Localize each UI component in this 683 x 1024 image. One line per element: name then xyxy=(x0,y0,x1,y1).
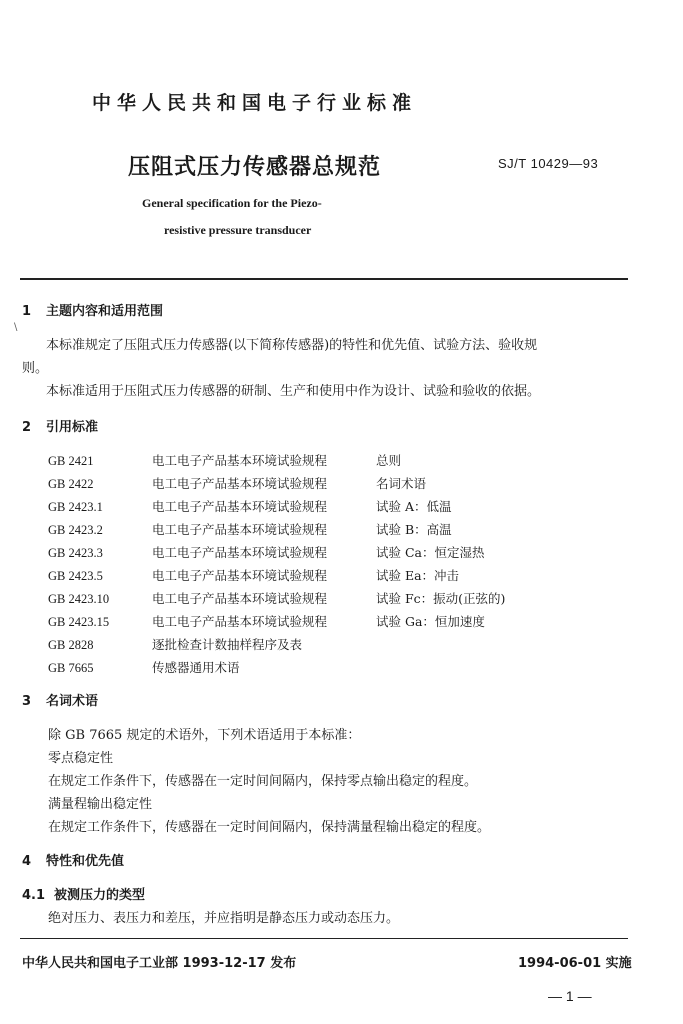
section-1-heading: 1 主题内容和适用范围 xyxy=(22,304,164,319)
english-title-line-1: General specification for the Piezo- xyxy=(142,196,322,210)
document-title: 压阻式压力传感器总规范 xyxy=(128,154,382,180)
section-1-paragraph-2: 本标准适用于压阻式压力传感器的研制、生产和使用中作为设计、试验和验收的依据。 xyxy=(46,384,541,399)
scan-mark: \ xyxy=(14,322,18,333)
section-1-paragraph-1-line-1: 本标准规定了压阻式压力传感器(以下简称传感器)的特性和优先值、试验方法、验收规 xyxy=(46,338,538,353)
effective-date: 1994-06-01 实施 xyxy=(518,956,632,971)
reference-item: GB 2828 逐批检查计数抽样程序及表 xyxy=(48,637,303,652)
footer-divider xyxy=(20,938,628,939)
section-3-intro: 除 GB 7665 规定的术语外，下列术语适用于本标准： xyxy=(48,728,361,743)
section-2-heading: 2 引用标准 xyxy=(22,420,99,435)
standard-number: SJ/T 10429—93 xyxy=(498,156,599,171)
reference-item: GB 2423.3 电工电子产品基本环境试验规程 试验 Ca：恒定湿热 xyxy=(48,545,485,560)
section-4-heading: 4 特性和优先值 xyxy=(22,854,125,869)
page-number: — 1 — xyxy=(548,988,592,1004)
reference-item: GB 2421 电工电子产品基本环境试验规程 总则 xyxy=(48,453,402,468)
term-full-scale-stability: 满量程输出稳定性 xyxy=(48,797,153,812)
reference-item: GB 2423.15 电工电子产品基本环境试验规程 试验 Ga：恒加速度 xyxy=(48,614,485,629)
reference-item: GB 7665 传感器通用术语 xyxy=(48,660,240,675)
section-1-paragraph-1-line-2: 则。 xyxy=(22,361,49,376)
definition-full-scale-stability: 在规定工作条件下，传感器在一定时间间隔内，保持满量程输出稳定的程度。 xyxy=(48,820,491,835)
header-divider xyxy=(20,278,628,280)
subsection-4-1-text: 绝对压力、表压力和差压，并应指明是静态压力或动态压力。 xyxy=(48,911,400,926)
reference-item: GB 2423.10 电工电子产品基本环境试验规程 试验 Fc：振动(正弦的) xyxy=(48,591,506,606)
english-title-line-2: resistive pressure transducer xyxy=(164,223,312,237)
definition-zero-stability: 在规定工作条件下，传感器在一定时间间隔内，保持零点输出稳定的程度。 xyxy=(48,774,478,789)
reference-item: GB 2422 电工电子产品基本环境试验规程 名词术语 xyxy=(48,476,427,491)
issue-date: 中华人民共和国电子工业部 1993-12-17 发布 xyxy=(22,956,297,971)
issuing-body-header: 中华人民共和国电子行业标准 xyxy=(92,92,418,114)
reference-item: GB 2423.2 电工电子产品基本环境试验规程 试验 B：高温 xyxy=(48,522,452,537)
reference-item: GB 2423.1 电工电子产品基本环境试验规程 试验 A：低温 xyxy=(48,499,452,514)
section-3-heading: 3 名词术语 xyxy=(22,694,99,709)
reference-item: GB 2423.5 电工电子产品基本环境试验规程 试验 Ea：冲击 xyxy=(48,568,460,583)
term-zero-stability: 零点稳定性 xyxy=(48,751,114,766)
subsection-4-1-heading: 4.1 被测压力的类型 xyxy=(22,888,146,903)
